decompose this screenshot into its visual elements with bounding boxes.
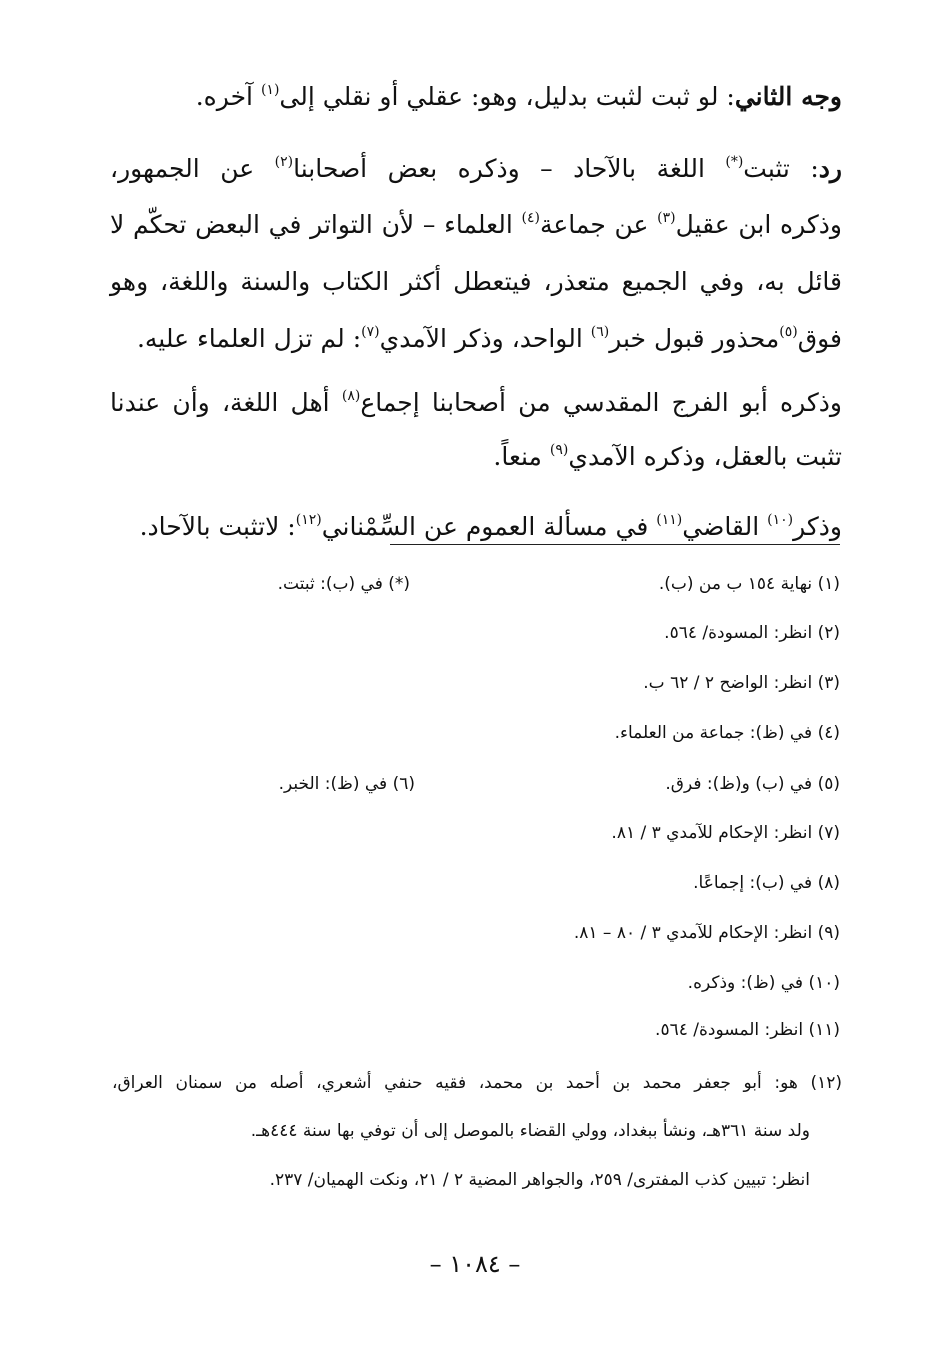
para2-text: قائل به، وفي الجميع متعذر، فيتعطل أكثر الكتاب والسنة واللغة، وهو [110,267,842,296]
para4-text: في مسألة العموم عن السِّمْناني [321,512,649,541]
footnote-ref-7[interactable]: (٧) [361,324,380,340]
para4-text: : لاتثبت بالآحاد. [139,512,296,541]
footnote-3: (٣) انظر: الواضح ٢ / ٦٢ ب. [643,673,840,693]
footnote-ref-8[interactable]: (٨) [341,388,361,404]
footnote-9: (٩) انظر: الإحكام للآمدي ٣ / ٨٠ – ٨١. [573,923,840,943]
footnote-7: (٧) انظر: الإحكام للآمدي ٣ / ٨١. [611,823,840,843]
footnote-separator [390,544,840,545]
footnote-10: (١٠) في (ظ): وذكره. [687,973,840,993]
footnote-ref-10[interactable]: (١٠) [767,512,794,528]
para2-text: محذور قبول خبر [609,324,780,353]
footnote-ref-12[interactable]: (١٢) [295,512,322,528]
footnote-ref-11[interactable]: (١١) [656,512,683,528]
footnote-ref-4[interactable]: (٤) [521,210,540,226]
para3-text: منعاً. [493,442,542,471]
para3-text: وذكره أبو الفرج المقدسي من أصحابنا إجماع [360,388,842,417]
footnote-2: (٢) انظر: المسودة/ ٥٦٤. [664,623,840,643]
para2-text: عن جماعة [539,210,649,239]
para4-line1 [110,510,842,544]
para4-text: وذكر [793,512,842,541]
para2-text: الواحد، وذكر الآمدي [379,324,583,353]
footnote-11: (١١) انظر: المسودة/ ٥٦٤. [655,1020,840,1040]
footnote-5: (٥) في (ب) و(ظ): فرق. [665,774,840,794]
para2-line1 [110,152,842,186]
para2-text: اللغة بالآحاد – وذكره بعض أصحابنا [293,154,705,183]
footnote-ref-2[interactable]: (٢) [274,154,294,170]
para1-lead: وجه الثاني [734,82,842,111]
para2-line4 [110,322,842,356]
page-number: – ١٠٨٤ – [429,1250,521,1278]
para2-lead: رد [818,154,842,183]
para2-line2 [110,208,842,242]
para2-text: وذكره ابن عقيل [675,210,843,239]
para2-line3 [110,265,842,299]
para3-line1 [110,386,842,420]
footnote-12-line3: انظر: تبيين كذب المفترى/ ٢٥٩، والجواهر المضية ٢ / ٢١، ونكت الهميان/ ٢٣٧. [269,1170,810,1190]
footnote-ref-5[interactable]: (٥) [779,324,798,340]
footnote-4: (٤) في (ظ): جماعة من العلماء. [614,723,840,743]
footnote-12-line1: (١٢) هو: أبو جعفر محمد بن أحمد بن محمد، فقيه حنفي أشعري، أصله من سمنان العراق، [112,1073,842,1093]
footnote-ref-9[interactable]: (٩) [549,442,569,458]
footnote-ref-3[interactable]: (٣) [657,210,676,226]
footnote-6: (٦) في (ظ): الخبر. [278,774,415,794]
footnote-ref-6[interactable]: (٦) [590,324,610,340]
footnote-8: (٨) في (ب): إجماعًا. [693,873,840,893]
para2-text: العلماء – لأن التواتر في البعض تحكّم لا [110,210,513,239]
para2-text: : تثبت [743,154,819,183]
footnote-12-line2: ولد سنة ٣٦١هـ، ونشأ ببغداد، وولي القضاء بالموصل إلى أن توفي بها سنة ٤٤٤هـ. [250,1121,810,1141]
para2-text: عن الجمهور، [110,154,255,183]
para3-line2 [110,440,842,474]
footnote-ref-star[interactable]: (*) [725,154,744,170]
para3-text: أهل اللغة، وأن عندنا [110,388,330,417]
footnote-1: (١) نهاية ١٥٤ ب من (ب). [658,574,840,594]
para1-text: : لو ثبت لثبت بدليل، وهو: عقلي أو نقلي إلى [279,82,735,111]
footnote-star: (*) في (ب): ثبتت. [277,574,410,594]
para1-line1 [110,80,842,114]
para2-text: فوق [797,324,842,353]
para1-text-end: آخره. [195,82,253,111]
para4-text: القاضي [682,512,760,541]
footnote-ref-1[interactable]: (١) [260,82,280,98]
para3-text: تثبت بالعقل، وذكره الآمدي [568,442,842,471]
para2-text: : لم تزل العلماء عليه. [136,324,362,353]
